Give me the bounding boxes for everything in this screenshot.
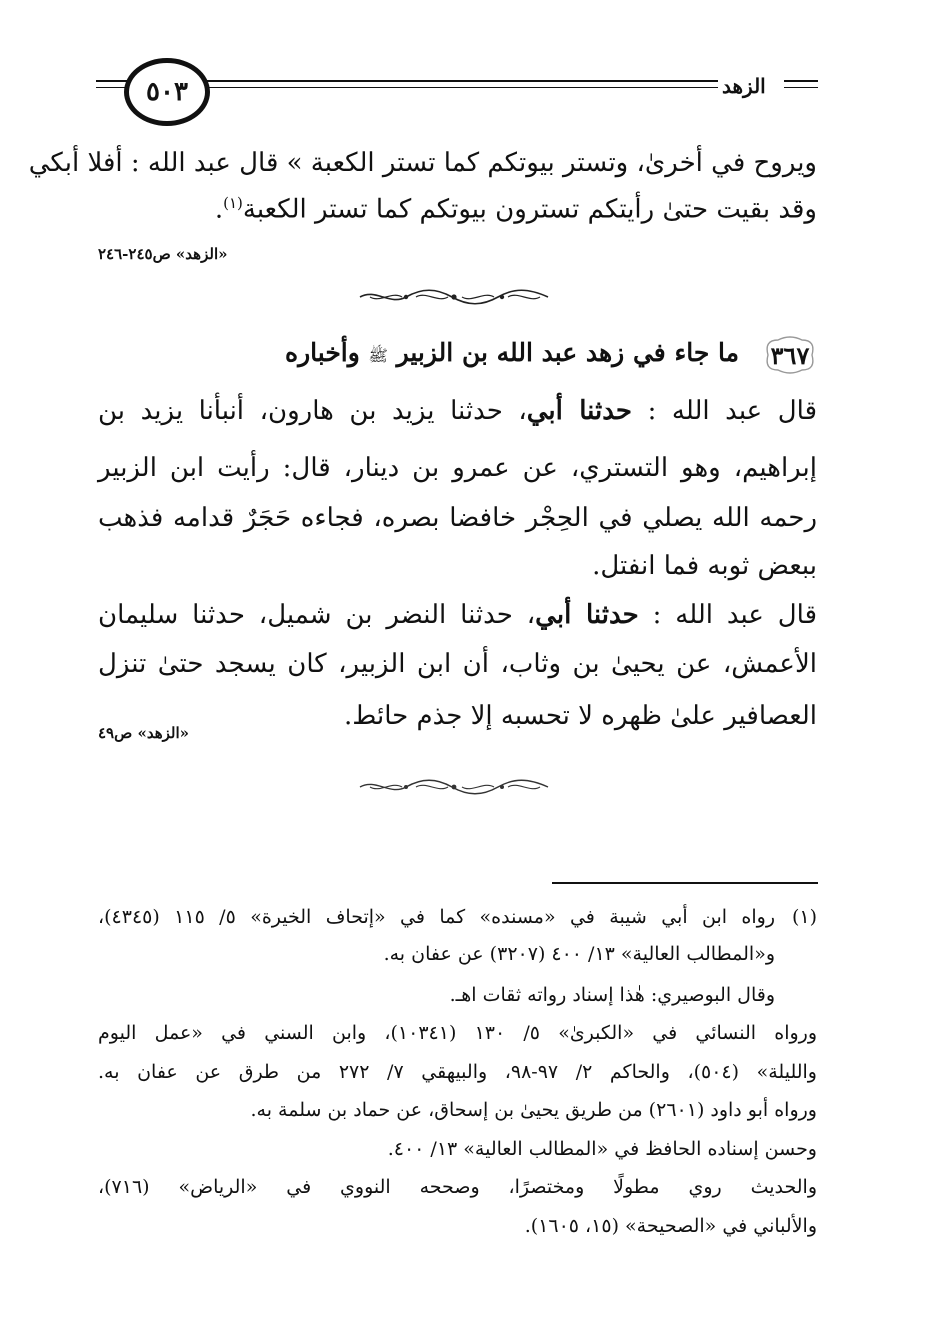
chapter-number xyxy=(762,334,818,376)
narration2-lead: قال عبد الله : xyxy=(652,600,818,630)
prev-line-2-end: . xyxy=(214,194,224,225)
prev-line-1: ويروح في أخرىٰ، وتستر بيوتكم كما تستر الكعبة » قال عبد الله : أفلا أبكي xyxy=(28,148,817,178)
chapter-number-text: ٣٦٧ xyxy=(770,340,810,370)
footnote-separator xyxy=(552,882,818,884)
header-rule-end-2 xyxy=(784,87,818,88)
narration1-bold: حدثنا أبي xyxy=(526,396,632,426)
chapter-title-end: وأخباره xyxy=(285,338,360,367)
prev-line-2-text: وقد بقيت حتىٰ رأيتكم تسترون بيوتكم كما تستر الكعبة xyxy=(242,194,817,225)
footnote-ref: (١) xyxy=(223,194,243,212)
header-rule-right-2 xyxy=(196,87,718,88)
source-ref-1: «الزهد» ص٢٤٥-٢٤٦ xyxy=(98,245,228,263)
ornament-divider-icon-2 xyxy=(356,776,552,798)
footnote-line-3: وقال البوصيري: هٰذا إسناد رواته ثقات اهـ. xyxy=(449,984,775,1006)
narration2-line-1 xyxy=(98,602,817,628)
narration1-line-1 xyxy=(98,398,817,424)
footnote-line-5: والليلة» (٥٠٤)، والحاكم ٢/ ٩٧-٩٨، والبيهقي ٧/ ٢٧٢ من طرق عن عفان به. xyxy=(98,1061,817,1083)
ornament-divider-icon xyxy=(356,286,552,308)
narration2-line-1-text: ، حدثنا النضر بن شميل، حدثنا سليمان xyxy=(98,600,536,630)
footnote-line-2: و«المطالب العالية» ١٣/ ٤٠٠ (٣٢٠٧) عن عفان به. xyxy=(383,943,775,965)
header-rule-right xyxy=(196,80,718,82)
narration2-line-2: الأعمش، عن يحيىٰ بن وثاب، أن ابن الزبير، كان يسجد حتىٰ تنزل xyxy=(98,649,817,679)
narration1-line-4: ببعض ثوبه فما انفتل. xyxy=(592,551,817,581)
chapter-title xyxy=(285,338,739,369)
narration1-line-2: إبراهيم، وهو التستري، عن عمرو بن دينار، قال: رأيت ابن الزبير xyxy=(98,453,817,483)
footnote-line-1: رواه ابن أبي شيبة في «مسنده» كما في «إتحاف الخيرة» ٥/ ١١٥ (٤٣٤٥)، xyxy=(98,906,775,928)
chapter-title-main: ما جاء في زهد عبد الله بن الزبير xyxy=(396,338,739,367)
narration2-bold: حدثنا أبي xyxy=(535,600,639,630)
footnote-line-7: وحسن إسناده الحافظ في «المطالب العالية» ١٣/ ٤٠٠. xyxy=(387,1138,817,1160)
narration1-lead: قال عبد الله : xyxy=(647,396,817,426)
narration1-line-1-text: ، حدثنا يزيد بن هارون، أنبأنا يزيد بن xyxy=(98,396,527,426)
narration1-line-3: رحمه الله يصلي في الحِجْر خافضا بصره، فجاءه حَجَرٌ قدامه فذهب xyxy=(98,503,817,533)
footnote-line-4: ورواه النسائي في «الكبرىٰ» ٥/ ١٣٠ (١٠٣٤١)، وابن السني في «عمل اليوم xyxy=(98,1022,817,1044)
page-number-badge xyxy=(124,58,210,126)
footnote-line-8: والحديث روي مطولًا ومختصرًا، وصححه النووي في «الرياض» (٧١٦)، xyxy=(98,1176,817,1198)
footnote-number: (١) xyxy=(791,906,817,928)
narration2-line-3: العصافير علىٰ ظهره لا تحسبه إلا جذم حائط. xyxy=(344,701,817,731)
footnote-line-6: ورواه أبو داود (٢٦٠١) من طريق يحيىٰ بن إسحاق، عن حماد بن سلمة به. xyxy=(250,1099,817,1121)
header-rule-end xyxy=(784,80,818,82)
honorific-icon: ﷺ xyxy=(368,346,388,365)
footnote-line-9: والألباني في «الصحيحة» (١٥، ١٦٠٥). xyxy=(524,1215,817,1237)
page-number: ٥٠٣ xyxy=(146,77,188,107)
prev-line-2 xyxy=(215,196,817,223)
running-header: الزهد xyxy=(722,74,766,98)
source-ref-2: «الزهد» ص٤٩ xyxy=(98,724,190,742)
